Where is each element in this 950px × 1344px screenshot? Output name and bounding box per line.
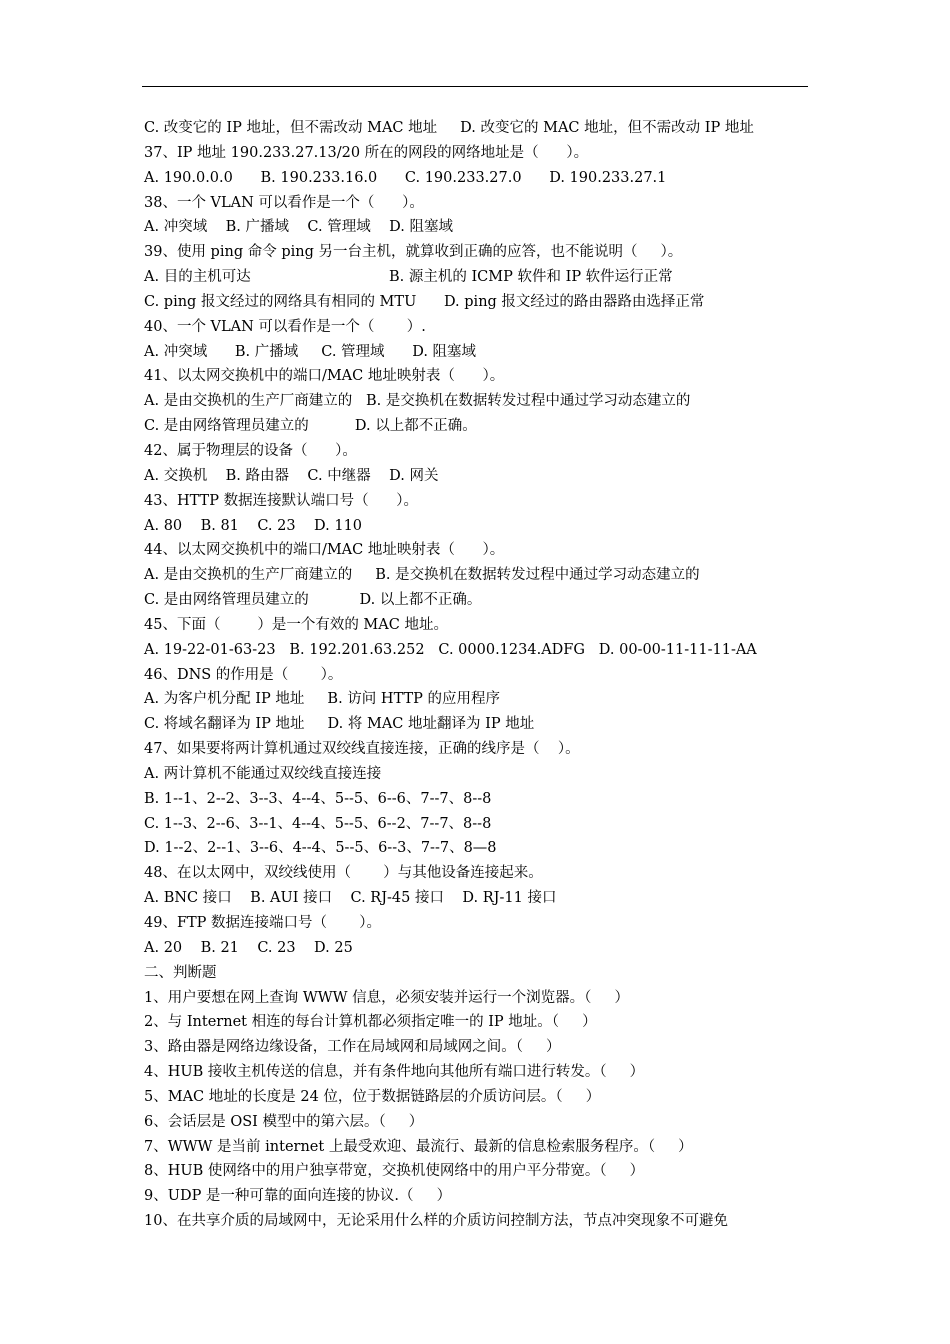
text-line: 二、判断题 [144,964,217,981]
text-line: 40、一个 VLAN 可以看作是一个（ ）. [144,318,426,335]
text-line: A. 冲突域 B. 广播域 C. 管理域 D. 阻塞域 [144,219,453,236]
text-line: A. 为客户机分配 IP 地址 B. 访问 HTTP 的应用程序 [144,691,501,708]
text-line: A. BNC 接口 B. AUI 接口 C. RJ-45 接口 D. RJ-11 接口 [144,890,557,907]
text-line: C. ping 报文经过的网络具有相同的 MTU D. ping 报文经过的路由器路由选择正常 [144,293,705,310]
text-line: 41、以太网交换机中的端口/MAC 地址映射表（ ）。 [144,368,505,385]
text-line: A. 是由交换机的生产厂商建立的 B. 是交换机在数据转发过程中通过学习动态建立的 [144,567,700,584]
text-line: 42、属于物理层的设备（ ）。 [144,442,357,459]
text-line: 38、一个 VLAN 可以看作是一个（ ）。 [144,194,424,211]
text-line: 48、在以太网中，双绞线使用（ ）与其他设备连接起来。 [144,865,543,882]
text-line: 9、UDP 是一种可靠的面向连接的协议.（ ） [144,1188,452,1205]
text-line: C. 将域名翻译为 IP 地址 D. 将 MAC 地址翻译为 IP 地址 [144,716,535,733]
text-line: 46、DNS 的作用是（ ）。 [144,666,343,683]
text-line: 6、会话层是 OSI 模型中的第六层。（ ） [144,1113,424,1130]
text-line: 44、以太网交换机中的端口/MAC 地址映射表（ ）。 [144,542,505,559]
text-line: 1、用户要想在网上查询 WWW 信息，必须安装并运行一个浏览器。（ ） [144,989,629,1006]
text-line: A. 190.0.0.0 B. 190.233.16.0 C. 190.233.27.0 D. 190.233.27.1 [144,169,667,186]
text-line: C. 是由网络管理员建立的 D. 以上都不正确。 [144,592,482,609]
text-line: 3、路由器是网络边缘设备，工作在局域网和局域网之间。（ ） [144,1039,561,1056]
text-line: A. 交换机 B. 路由器 C. 中继器 D. 网关 [144,467,439,484]
text-line: 47、如果要将两计算机通过双绞线直接连接，正确的线序是（ ）。 [144,741,580,758]
text-line: 2、与 Internet 相连的每台计算机都必须指定唯一的 IP 地址。（ ） [144,1014,597,1031]
text-line: 7、WWW 是当前 internet 上最受欢迎、最流行、最新的信息检索服务程序。（ ） [144,1138,693,1155]
text-line: 39、使用 ping 命令 ping 另一台主机，就算收到正确的应答，也不能说明（ ）。 [144,244,683,261]
text-line: A. 80 B. 81 C. 23 D. 110 [144,517,363,534]
text-line: B. 1--1、2--2、3--3、4--4、5--5、6--6、7--7、8--8 [144,790,492,807]
text-line: C. 1--3、2--6、3--1、4--4、5--5、6--2、7--7、8--8 [144,815,492,832]
text-line: A. 目的主机可达 B. 源主机的 ICMP 软件和 IP 软件运行正常 [144,269,673,286]
text-line: A. 冲突域 B. 广播域 C. 管理域 D. 阻塞域 [144,343,477,360]
text-line: A. 两计算机不能通过双绞线直接连接 [144,765,382,782]
text-line: 45、下面（ ）是一个有效的 MAC 地址。 [144,616,448,633]
text-line: A. 19-22-01-63-23 B. 192.201.63.252 C. 0000.1234.ADFG D. 00-00-11-11-11-AA [144,641,757,658]
text-line: 10、在共享介质的局域网中，无论采用什么样的介质访问控制方法，节点冲突现象不可避免 [144,1213,728,1230]
text-line: 49、FTP 数据连接端口号（ ）。 [144,915,382,931]
text-line: 37、IP 地址 190.233.27.13/20 所在的网段的网络地址是（ ）。 [144,144,589,161]
text-line: A. 20 B. 21 C. 23 D. 25 [144,939,353,956]
text-line: 43、HTTP 数据连接默认端口号（ ）。 [144,492,418,509]
header-rule [142,86,808,87]
text-line: C. 改变它的 IP 地址，但不需改动 MAC 地址 D. 改变它的 MAC 地址，但不需改动 IP 地址 [144,120,754,136]
text-line: 4、HUB 接收主机传送的信息，并有条件地向其他所有端口进行转发。（ ） [144,1064,645,1081]
text-line: A. 是由交换机的生产厂商建立的 B. 是交换机在数据转发过程中通过学习动态建立的 [144,393,691,410]
document-body [144,116,814,1234]
text-line: C. 是由网络管理员建立的 D. 以上都不正确。 [144,418,477,435]
text-line: 8、HUB 使网络中的用户独享带宽，交换机使网络中的用户平分带宽。（ ） [144,1163,645,1180]
text-line: 5、MAC 地址的长度是 24 位，位于数据链路层的介质访问层。（ ） [144,1088,601,1105]
text-line: D. 1--2、2--1、3--6、4--4、5--5、6--3、7--7、8—8 [144,840,497,857]
